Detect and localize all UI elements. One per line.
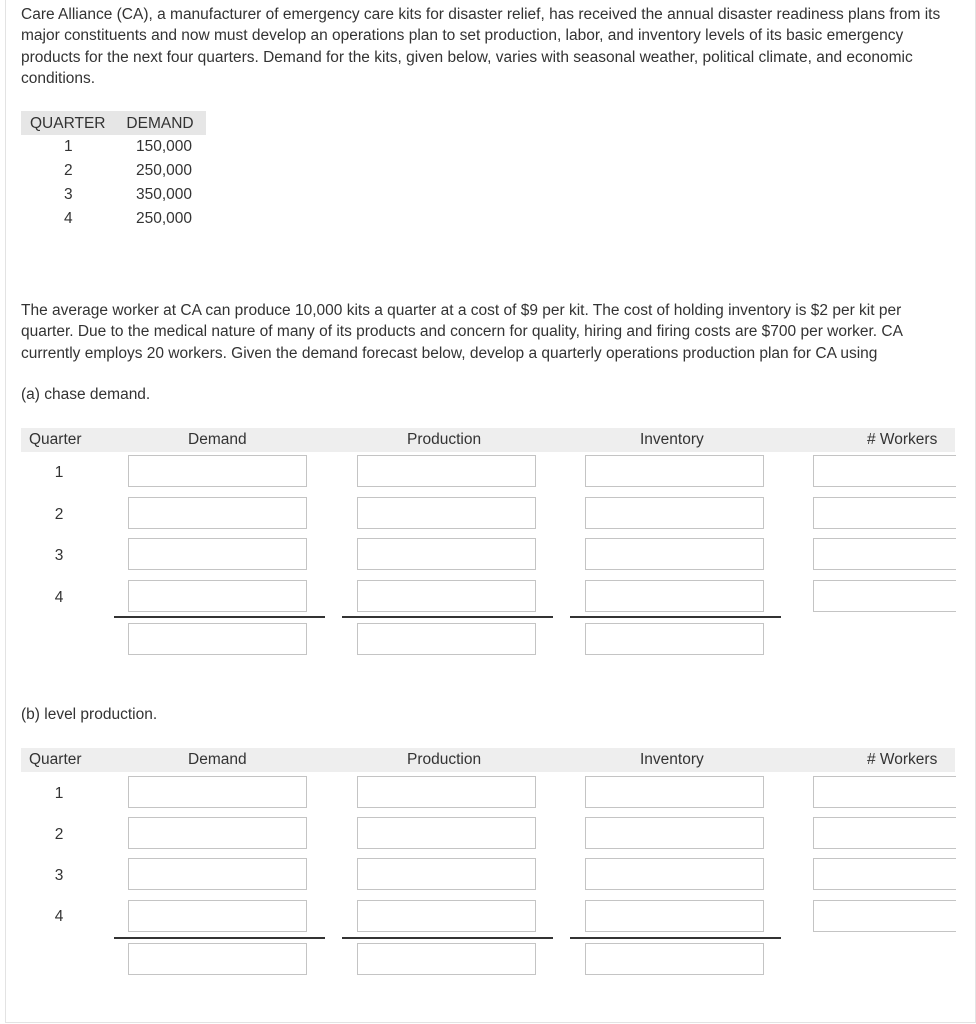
part-a-demand-q2-input[interactable] xyxy=(129,498,306,528)
part-a-quarter-4: 4 xyxy=(54,589,64,606)
part-a-demand-total-line xyxy=(114,616,325,618)
part-a-quarter-3: 3 xyxy=(54,547,64,564)
part-a-header-demand: Demand xyxy=(188,431,247,448)
part-a-quarter-1: 1 xyxy=(54,464,64,481)
part-b-label: (b) level production. xyxy=(21,706,158,723)
part-a-inventory-q3-box xyxy=(585,538,764,570)
quarter-cell: 3 xyxy=(63,186,73,203)
part-b-demand-q4-box xyxy=(128,900,307,932)
part-b-header-inventory: Inventory xyxy=(640,751,704,768)
table-row xyxy=(21,183,206,207)
part-b-inventory-q2-input[interactable] xyxy=(586,818,763,848)
part-a-production-q2-input[interactable] xyxy=(358,498,535,528)
part-b-inventory-q3-box xyxy=(585,858,764,890)
part-a-production-q1-input[interactable] xyxy=(358,456,535,486)
part-b-demand-q3-input[interactable] xyxy=(129,859,306,889)
part-a-header-quarter: Quarter xyxy=(29,431,82,448)
part-b-inventory-q2-box xyxy=(585,817,764,849)
part-a-header-inventory: Inventory xyxy=(640,431,704,448)
quarter-cell: 1 xyxy=(63,138,73,155)
part-b-inventory-total-input[interactable] xyxy=(586,944,763,974)
part-b-demand-total-input[interactable] xyxy=(129,944,306,974)
part-b-quarter-3: 3 xyxy=(54,867,64,884)
part-a-workers-q3-box xyxy=(813,538,956,570)
part-b-demand-q2-box xyxy=(128,817,307,849)
part-b-production-q2-box xyxy=(357,817,536,849)
part-b-production-q1-input[interactable] xyxy=(358,777,535,807)
part-b-production-total-line xyxy=(342,937,553,939)
part-b-production-total-box xyxy=(357,943,536,975)
part-a-inventory-q1-input[interactable] xyxy=(586,456,763,486)
part-b-production-q4-input[interactable] xyxy=(358,901,535,931)
part-a-workers-q4-input[interactable] xyxy=(814,581,956,611)
demand-cell: 350,000 xyxy=(136,186,193,203)
part-a-production-q4-box xyxy=(357,580,536,612)
part-b-quarter-4: 4 xyxy=(54,908,64,925)
quarter-cell: 2 xyxy=(63,162,73,179)
part-a-inventory-total-input[interactable] xyxy=(586,624,763,654)
part-a-demand-q3-input[interactable] xyxy=(129,539,306,569)
part-a-quarter-2: 2 xyxy=(54,506,64,523)
part-b-production-q3-box xyxy=(357,858,536,890)
part-b-inventory-q3-input[interactable] xyxy=(586,859,763,889)
intro-paragraph: Care Alliance (CA), a manufacturer of emergency care kits for disaster relief, has received the annual disaster readiness plans from its major constituents and now must develop an operations plan to set production, labor, and inventory levels of its basic emergency products for the next four quarters. Demand for the kits, given below, varies with seasonal weather, political climate, and economic conditions. xyxy=(21,6,941,87)
part-a-production-q4-input[interactable] xyxy=(358,581,535,611)
part-a-workers-q1-box xyxy=(813,455,956,487)
table-row xyxy=(21,207,206,231)
table-row xyxy=(21,135,206,159)
part-b-header-row xyxy=(21,748,955,772)
part-b-production-q3-input[interactable] xyxy=(358,859,535,889)
part-b-header-workers: # Workers xyxy=(867,751,938,768)
part-b-demand-q3-box xyxy=(128,858,307,890)
part-b-quarter-2: 2 xyxy=(54,826,64,843)
part-a-inventory-q3-input[interactable] xyxy=(586,539,763,569)
part-b-header-demand: Demand xyxy=(188,751,247,768)
part-a-header-workers: # Workers xyxy=(867,431,938,448)
part-b-workers-q1-input[interactable] xyxy=(814,777,956,807)
col-header-quarter: QUARTER xyxy=(21,111,115,135)
part-b-inventory-q1-box xyxy=(585,776,764,808)
part-a-production-q1-box xyxy=(357,455,536,487)
part-a-production-q3-box xyxy=(357,538,536,570)
part-a-inventory-q4-input[interactable] xyxy=(586,581,763,611)
table-row xyxy=(21,159,206,183)
part-b-workers-q4-input[interactable] xyxy=(814,901,956,931)
part-a-workers-q3-input[interactable] xyxy=(814,539,956,569)
part-b-workers-q2-input[interactable] xyxy=(814,818,956,848)
part-a-inventory-q2-input[interactable] xyxy=(586,498,763,528)
part-a-workers-q2-box xyxy=(813,497,956,529)
part-a-demand-q4-input[interactable] xyxy=(129,581,306,611)
part-a-header-row xyxy=(21,428,955,452)
part-b-inventory-q4-box xyxy=(585,900,764,932)
part-b-workers-q3-box xyxy=(813,858,956,890)
part-b-workers-q3-input[interactable] xyxy=(814,859,956,889)
demand-table-header xyxy=(21,111,206,135)
part-a-demand-q1-box xyxy=(128,455,307,487)
part-a-production-total-line xyxy=(342,616,553,618)
part-b-workers-q2-box xyxy=(813,817,956,849)
part-a-demand-q3-box xyxy=(128,538,307,570)
part-b-production-total-input[interactable] xyxy=(358,944,535,974)
part-a-production-total-box xyxy=(357,623,536,655)
part-b-header-quarter: Quarter xyxy=(29,751,82,768)
part-b-workers-q4-box xyxy=(813,900,956,932)
part-a-inventory-total-box xyxy=(585,623,764,655)
part-a-inventory-q1-box xyxy=(585,455,764,487)
part-b-demand-q1-box xyxy=(128,776,307,808)
demand-cell: 250,000 xyxy=(136,162,193,179)
part-a-production-q3-input[interactable] xyxy=(358,539,535,569)
part-b-demand-total-box xyxy=(128,943,307,975)
part-b-demand-q4-input[interactable] xyxy=(129,901,306,931)
part-b-inventory-total-line xyxy=(570,937,781,939)
part-b-demand-q2-input[interactable] xyxy=(129,818,306,848)
problem-paragraph: The average worker at CA can produce 10,000 kits a quarter at a cost of $9 per kit. The cost of holding inventory is $2 per kit per quarter. Due to the medical nature of many of its products and concern for quality, hiring and firing costs are $700 per worker. CA currently employs 20 workers. Given the demand forecast below, develop a quarterly operations production plan for CA using xyxy=(21,302,903,362)
part-a-demand-q2-box xyxy=(128,497,307,529)
part-a-workers-q4-box xyxy=(813,580,956,612)
part-b-inventory-total-box xyxy=(585,943,764,975)
part-a-demand-q1-input[interactable] xyxy=(129,456,306,486)
part-a-demand-q4-box xyxy=(128,580,307,612)
part-a-demand-total-box xyxy=(128,623,307,655)
quarter-cell: 4 xyxy=(63,210,73,227)
part-b-quarter-1: 1 xyxy=(54,785,64,802)
col-header-demand: DEMAND xyxy=(115,111,206,135)
part-a-production-total-input[interactable] xyxy=(358,624,535,654)
part-a-header-production: Production xyxy=(407,431,482,448)
part-b-inventory-q1-input[interactable] xyxy=(586,777,763,807)
part-b-workers-q1-box xyxy=(813,776,956,808)
part-b-production-q4-box xyxy=(357,900,536,932)
part-b-demand-q1-input[interactable] xyxy=(129,777,306,807)
demand-cell: 150,000 xyxy=(136,138,193,155)
part-b-demand-total-line xyxy=(114,937,325,939)
part-a-demand-total-input[interactable] xyxy=(129,624,306,654)
part-b-production-q2-input[interactable] xyxy=(358,818,535,848)
part-a-workers-q2-input[interactable] xyxy=(814,498,956,528)
part-a-workers-q1-input[interactable] xyxy=(814,456,956,486)
part-a-production-q2-box xyxy=(357,497,536,529)
part-a-inventory-q2-box xyxy=(585,497,764,529)
part-a-label: (a) chase demand. xyxy=(21,386,151,403)
part-a-inventory-q4-box xyxy=(585,580,764,612)
demand-table xyxy=(21,111,206,231)
part-b-inventory-q4-input[interactable] xyxy=(586,901,763,931)
part-b-production-q1-box xyxy=(357,776,536,808)
part-b-header-production: Production xyxy=(407,751,482,768)
part-a-inventory-total-line xyxy=(570,616,781,618)
demand-cell: 250,000 xyxy=(136,210,193,227)
